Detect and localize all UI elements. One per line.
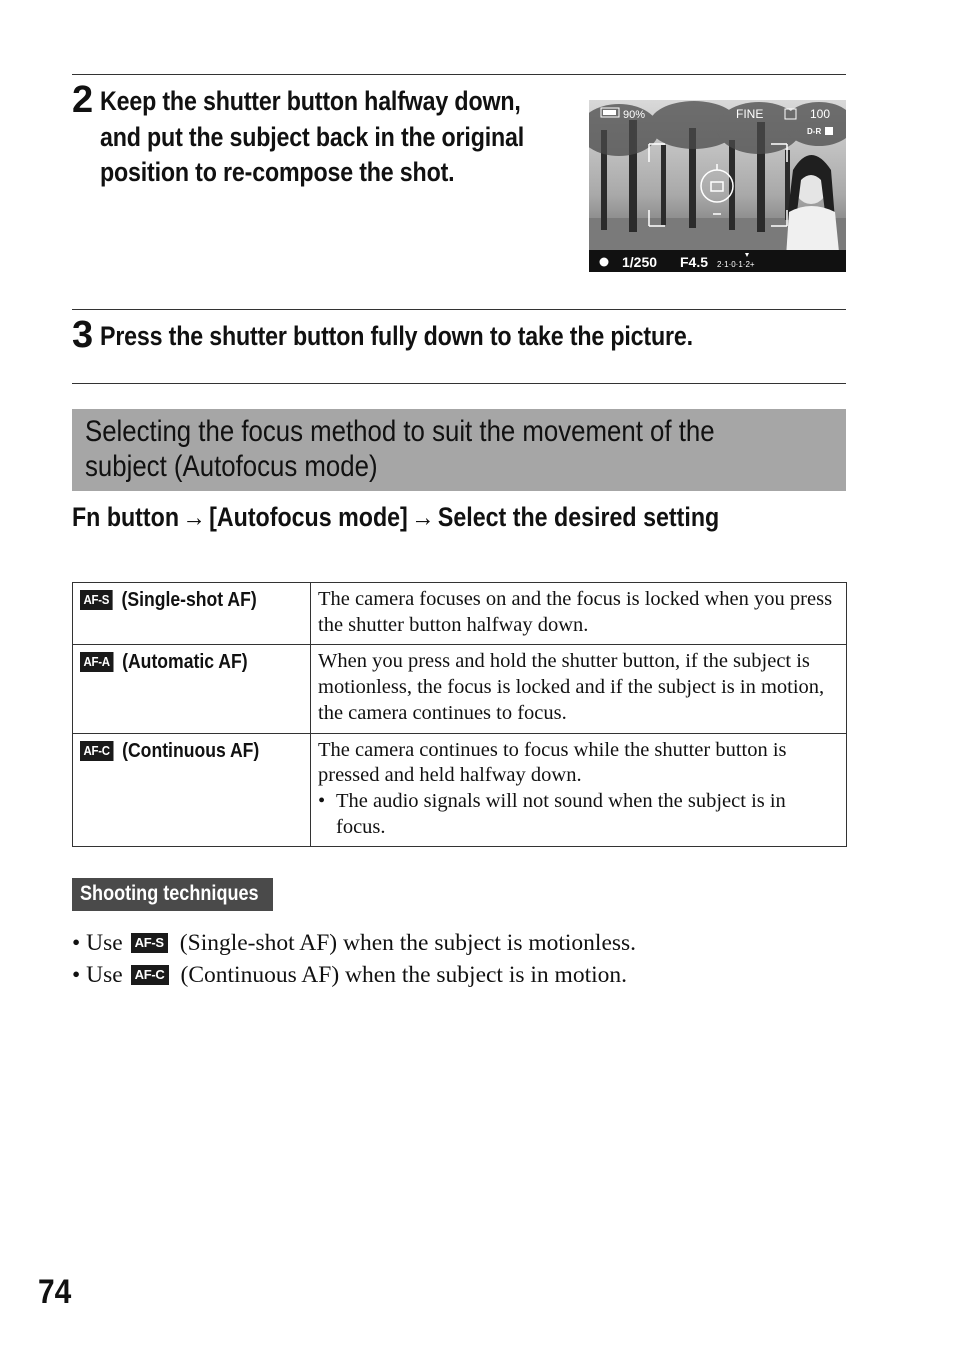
step-2-number: 2 [72, 79, 94, 121]
bullet-icon: • [72, 930, 81, 956]
menu-path-autofocus: [Autofocus mode] [209, 502, 408, 532]
mode-label: (Continuous AF) [122, 739, 260, 762]
arrow-right-icon: → [182, 502, 206, 532]
step-3-text: Press the shutter button fully down to take the picture. [100, 321, 693, 351]
mode-description: The camera continues to focus while the shutter button is pressed and held halfway down. [318, 738, 787, 787]
mode-note [318, 789, 838, 840]
af-s-icon: AF-S [131, 933, 168, 953]
dro-readout: D-R [807, 127, 822, 136]
mode-description: The camera focuses on and the focus is locked when you press the shutter button halfway down. [318, 588, 833, 636]
arrow-right-icon: → [411, 502, 435, 532]
step-3-number: 3 [72, 314, 94, 356]
section-title: Selecting the focus method to suit the movement of the subject (Autofocus mode) [85, 415, 715, 483]
mode-label: (Automatic AF) [122, 651, 248, 674]
aperture-readout: F4.5 [680, 254, 709, 270]
table-row [73, 733, 847, 847]
af-a-icon: AF-A [80, 652, 113, 672]
menu-path [72, 500, 719, 534]
table-row [73, 645, 847, 733]
table-row [73, 583, 847, 645]
exposure-scale: 2·1·0·1·2+ [717, 260, 755, 269]
top-rule [72, 74, 846, 75]
shutter-readout: 1/250 [622, 254, 658, 270]
focus-indicator-icon [600, 258, 609, 267]
mode-name-cell [73, 645, 311, 733]
shooting-techniques-heading: Shooting techniques [80, 882, 259, 905]
page-number: 74 [38, 1273, 72, 1311]
viewfinder-photo [589, 100, 846, 272]
step-2-text: Keep the shutter button halfway down, and put the subject back in the original position to re-compose the shot. [100, 86, 525, 187]
bullet-icon: • [318, 789, 326, 812]
mode-description-cell [311, 733, 847, 847]
mode-name-cell [73, 733, 311, 847]
rule-after-step-3 [72, 383, 846, 384]
tip-prefix: Use [86, 930, 123, 956]
menu-path-select: Select the desired setting [437, 502, 720, 532]
shots-readout: 100 [810, 107, 831, 121]
mode-label: (Single-shot AF) [121, 589, 257, 611]
tips-list [72, 928, 852, 991]
af-c-icon: AF-C [80, 741, 113, 761]
mode-note-text: The audio signals will not sound when the subject is in focus. [336, 789, 786, 838]
shooting-techniques-badge [72, 878, 273, 911]
rule-step-3 [72, 309, 846, 310]
bullet-icon: • [72, 961, 81, 988]
autofocus-mode-table [72, 582, 847, 847]
mode-name-cell [73, 583, 311, 645]
mode-description: When you press and hold the shutter button, if the subject is motionless, the focus is locked and if the subject is in motion, the camera continues to focus. [318, 650, 825, 724]
list-item [72, 928, 852, 960]
af-s-icon: AF-S [80, 590, 113, 610]
tip-text: (Single-shot AF) when the subject is motionless. [179, 930, 637, 956]
tip-prefix: Use [86, 961, 123, 988]
mode-description-cell [311, 645, 847, 733]
battery-readout: 90% [623, 109, 646, 121]
section-header [72, 409, 846, 491]
af-c-icon: AF-C [131, 965, 169, 985]
mode-description-cell [311, 583, 847, 645]
list-item [72, 960, 852, 992]
viewfinder-scene [589, 100, 846, 272]
menu-path-fn: Fn button [72, 502, 180, 532]
quality-readout: FINE [736, 107, 764, 121]
tip-text: (Continuous AF) when the subject is in motion. [180, 961, 628, 988]
